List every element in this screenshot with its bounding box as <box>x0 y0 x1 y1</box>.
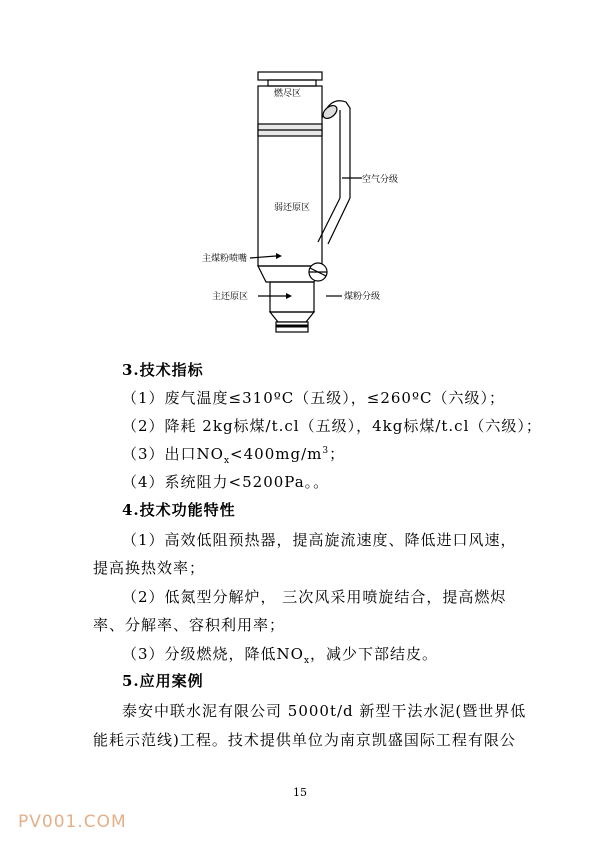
page-number: 15 <box>293 786 307 799</box>
section4-item2-line2: 率、分解率、容积利用率； <box>93 616 286 634</box>
lower-chamber <box>270 282 314 312</box>
label-air-staging: 空气分级 <box>362 175 399 185</box>
label-weak-reduction: 弱还原区 <box>274 203 311 213</box>
top-cap <box>258 72 322 80</box>
section3-item4: （4）系统阻力<5200Pa。。 <box>122 473 330 491</box>
section4-title: 4.技术功能特性 <box>122 501 236 519</box>
section5-line2: 能耗示范线)工程。技术提供单位为南京凯盛国际工程有限公 <box>93 731 516 749</box>
section4-item2-line1: （2）低氮型分解炉， 三次风采用喷旋结合，提高燃烬 <box>122 588 507 606</box>
section4-item3: （3）分级燃烧，降低$NO_x$，减少下部结皮。 <box>122 645 439 666</box>
section3-item1: （1）废气温度≤310ºC（五级），≤260ºC（六级）； <box>122 389 506 407</box>
calciner-diagram <box>190 60 430 350</box>
section5-line1: 泰安中联水泥有限公司 5000t/d 新型干法水泥(暨世界低 <box>122 702 527 720</box>
label-main-coal-nozzle: 主煤粉喷嘴 <box>202 254 248 264</box>
label-burnout: 燃尽区 <box>274 89 302 99</box>
main-body <box>258 86 322 266</box>
section3-item2: （2）降耗 2kg标煤/t.cl（五级），4kg标煤/t.cl（六级）； <box>122 417 542 435</box>
section3-item3: （3）出口$NO_x<400mg/m^3$； <box>122 445 346 466</box>
section4-item1-line2: 提高换热效率； <box>93 559 206 577</box>
section4-item1-line1: （1）高效低阻预热器，提高旋流速度、降低进口风速， <box>122 531 517 549</box>
label-coal-staging: 煤粉分级 <box>344 292 381 302</box>
section5-title: 5.应用案例 <box>122 672 204 690</box>
watermark: PV001.COM <box>18 812 127 832</box>
section3-title: 3.技术指标 <box>122 361 204 379</box>
label-main-reduction: 主还原区 <box>212 292 249 302</box>
